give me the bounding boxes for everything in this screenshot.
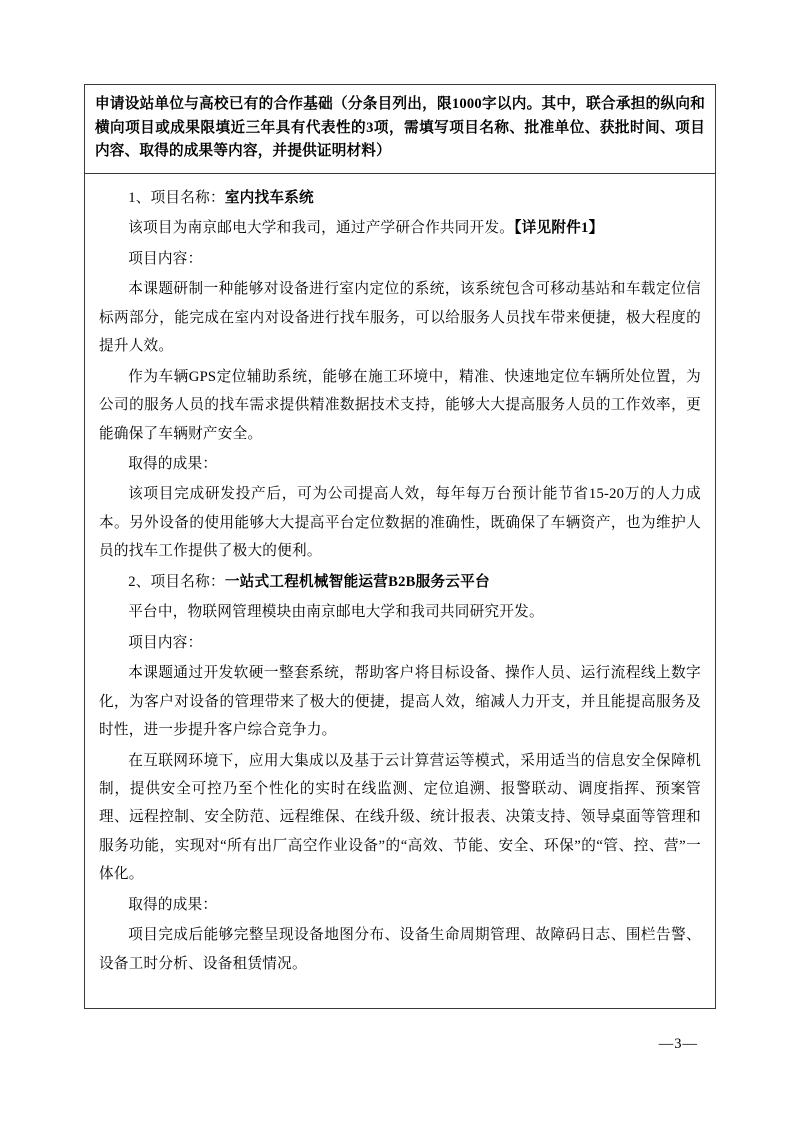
project-2-result-para: 项目完成后能够完整呈现设备地图分布、设备生命周期管理、故障码日志、围栏告警、设备工时分析、设备租赁情况。 <box>99 927 701 972</box>
project-2-title: 2、项目名称：一站式工程机械智能运营B2B服务云平台 <box>128 573 490 590</box>
content-cell <box>85 174 715 990</box>
project-1-title: 1、项目名称：室内找车系统 <box>128 189 314 206</box>
project-1-content-label: 项目内容： <box>128 250 203 267</box>
page-number: —3— <box>658 1036 698 1052</box>
project-2-content-para-1: 本课题通过开发软硬一整套系统，帮助客户将目标设备、操作人员、运行流程线上数字化，为客户对设备的管理带来了极大的便捷，提高人效，缩减人力开支，并且能提高服务及时性，进一步提升客户综合竞争力。 <box>99 665 701 739</box>
instruction-cell <box>85 85 715 174</box>
page-footer <box>84 1036 716 1053</box>
project-1-partner: 该项目为南京邮电大学和我司，通过产学研合作共同开发。【详见附件1】 <box>128 220 604 237</box>
project-1-result-para: 该项目完成研发投产后，可为公司提高人效，每年每万台预计能节省15-20万的人力成本。另外设备的使用能够大大提高平台定位数据的准确性，既确保了车辆资产，也为维护人员的找车工作提供了极大的便利。 <box>99 486 701 560</box>
project-2-partner: 平台中，物联网管理模块由南京邮电大学和我司共同研究开发。 <box>128 604 544 621</box>
project-1-result-label: 取得的成果： <box>128 456 218 472</box>
project-2-content-label: 项目内容： <box>128 634 203 651</box>
project-1-content-para-2: 作为车辆GPS定位辅助系统，能够在施工环境中，精准、快速地定位车辆所处位置，为公司的服务人员的找车需求提供精准数据技术支持，能够大大提高服务人员的工作效率，更能确保了车辆财产安全。 <box>99 368 701 442</box>
project-2-content-para-2: 在互联网环境下，应用大集成以及基于云计算营运等模式，采用适当的信息安全保障机制，提供安全可控乃至个性化的实时在线监测、定位追溯、报警联动、调度指挥、预案管理、远程控制、安全防范、远程维保、在线升级、统计报表、决策支持、领导桌面等管理和服务功能，实现对“所有出厂高空作业设备”的“高效、节能、安全、环保”的“管、控、营”一体化。 <box>99 752 701 883</box>
form-table <box>84 84 716 1009</box>
instruction-text: 申请设站单位与高校已有的合作基础（分条目列出，限1000字以内。其中，联合承担的纵向和横向项目或成果限填近三年具有代表性的3项，需填写项目名称、批准单位、获批时间、项目内容、取得的成果等内容，并提供证明材料） <box>95 96 705 160</box>
project-2-result-label: 取得的成果： <box>128 896 218 913</box>
project-1-content-para-1: 本课题研制一种能够对设备进行室内定位的系统，该系统包含可移动基站和车载定位信标两部分，能完成在室内对设备进行找车服务，可以给服务人员找车带来便捷，极大程度的提升人效。 <box>99 281 701 355</box>
